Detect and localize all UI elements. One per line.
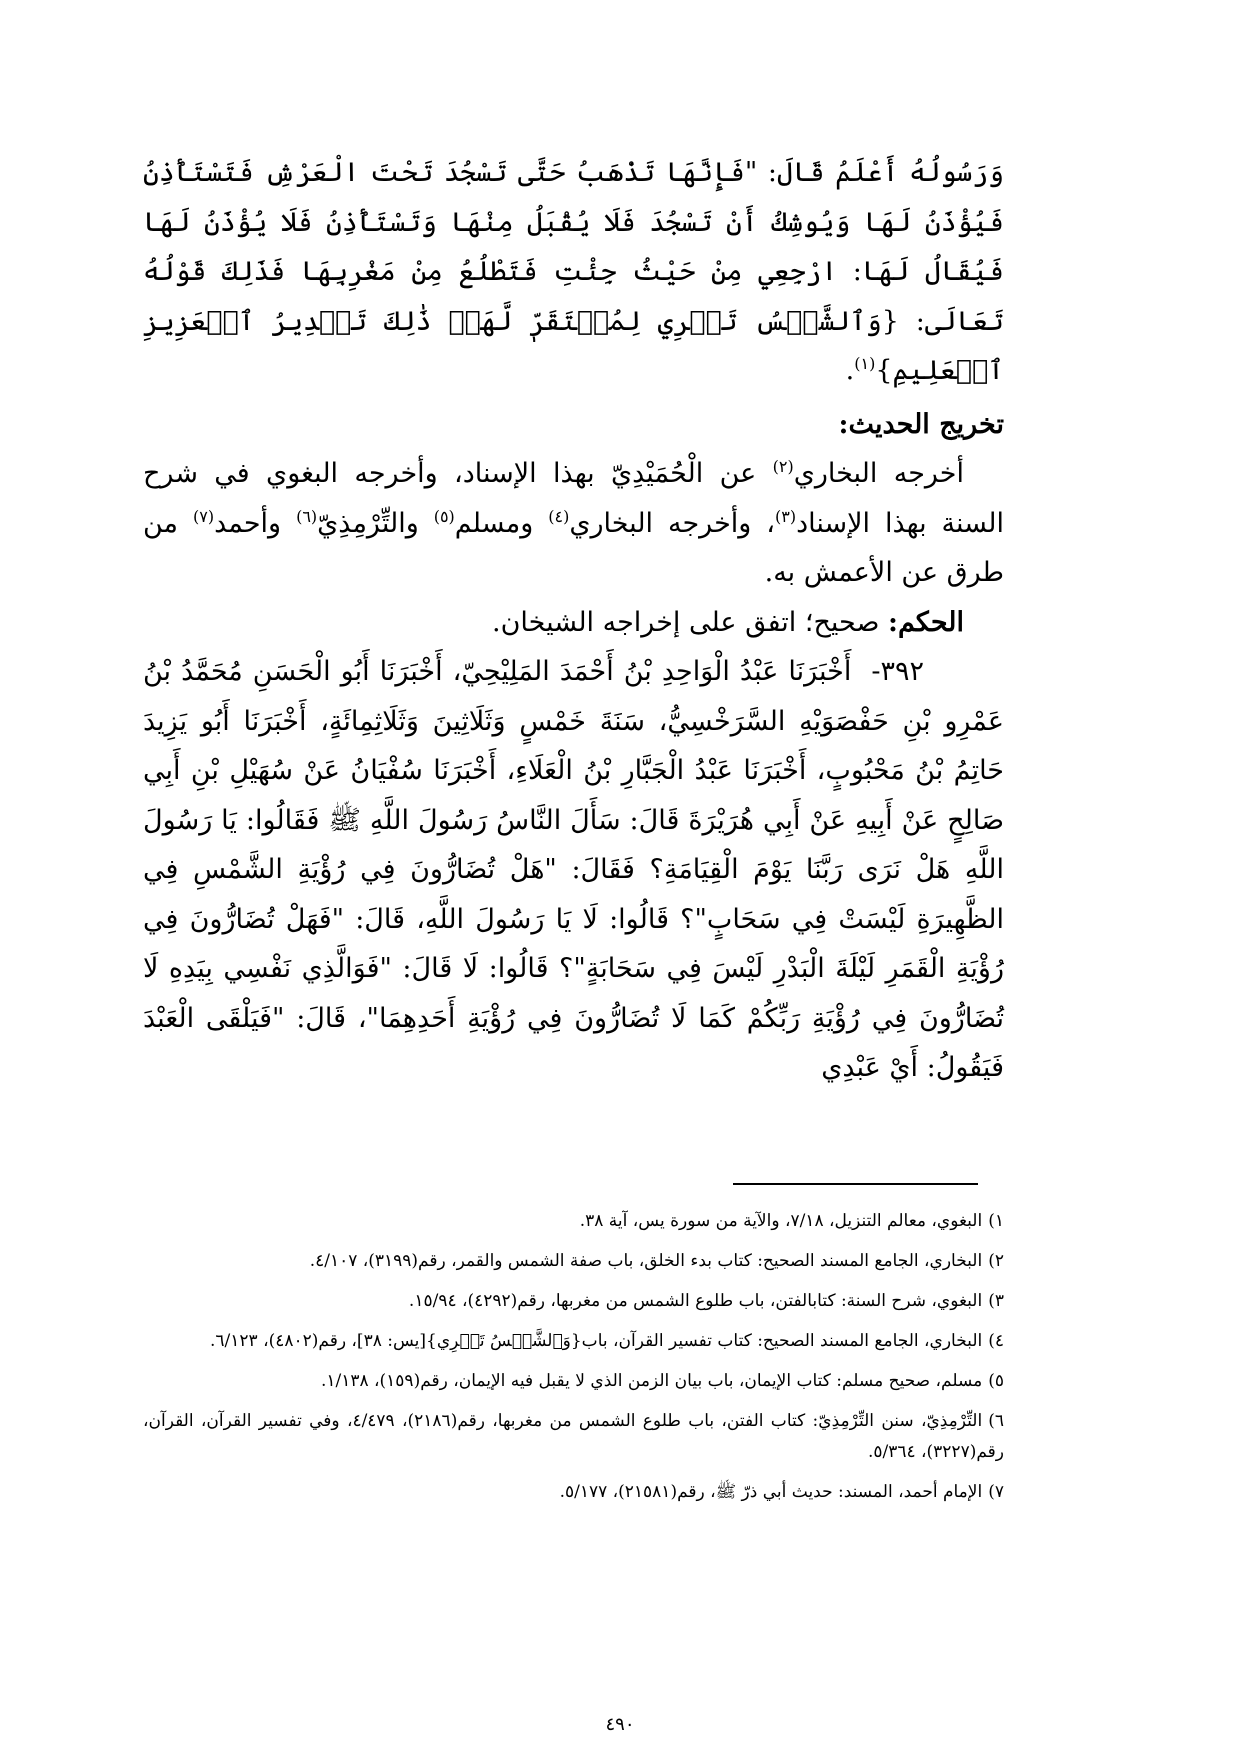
footnote-separator [733,1183,978,1185]
footnote-ref-3: (٣) [774,506,797,526]
footnote-ref-2: (٢) [772,457,794,476]
hadith-continuation-paragraph: وَرَسُولُهُ أَعْلَمُ قَالَ: "فَإِنَّهَا تَذْهَبُ حَتَّى تَسْجُدَ تَحْتَ الْعَرْشِ فَتَسْتَأْذِنُ فَيُؤْذَنُ لَهَا وَيُوشِكُ أَنْ تَسْجُدَ فَلَا يُقْبَلُ مِنْهَا وَتَسْتَأْذِنُ فَلَا يُؤْذَنُ لَهَا فَيُقَالُ لَهَا: ارْجِعِي مِنْ حَيْثُ جِئْتِ فَتَطْلُعُ مِنْ مَغْرِبِهَا فَذَلِكَ قَوْلُهُ تَعَالَى: {وَٱلشَّمۡسُ تَجۡرِي لِمُسۡتَقَرّٖ لَّهَاۚ ذَٰلِكَ تَقۡدِيرُ ٱلۡعَزِيزِ ٱلۡعَلِيمِ}$^{(١)}$. [143,157,1004,386]
footnotes [143,1206,1004,1517]
main-text [143,148,1004,1093]
ruling-label: الحكم: [887,606,964,638]
footnote-ref-4: (٤) [548,506,570,526]
page-number: ٤٩٠ [605,1714,635,1735]
footnote-6: ٦)التِّرْمِذِيّ، سنن التِّرْمِذِيّ: كتاب الفتن، باب طلوع الشمس من مغربها، رقم(٢١٨٦)، ٤/٤٧٩، وفي تفسير القرآن، القرآن، رقم(٣٢٢٧)، ٥/٣٦٤. [143,1411,1004,1462]
footnote-4: ٤)البخاري، الجامع المسند الصحيح: كتاب تفسير القرآن، باب{وَٱلشَّمۡسُ تَجۡرِي}[يس: ٣٨]، رقم(٤٨٠٢)، ٦/١٢٣. [210,1331,1004,1351]
footnote-ref-7: (٧) [192,506,215,526]
takhrij-paragraph: أخرجه البخاري$^{(٢)}$ عن الْحُمَيْدِيّ بهذا الإسناد، وأخرجه البغوي في شرح السنة بهذا الإسناد$^{(٣)}$، وأخرجه البخاري$^{(٤)}$ ومسلم$^{(٥)}$ والتِّرْمِذِيّ$^{(٦)}$ وأحمد$^{(٧)}$ من طرق عن الأعمش به. [143,457,1004,588]
footnote-1: ١)البغوي، معالم التنزيل، ٧/١٨، والآية من سورة يس، آية ٣٨. [579,1211,1004,1231]
footnote-5: ٥)مسلم، صحيح مسلم: كتاب الإيمان، باب بيان الزمن الذي لا يقبل فيه الإيمان، رقم(١٥٩)، ١/١٣٨. [320,1371,1004,1391]
footnote-ref-1: (١) [854,354,876,373]
footnote-ref-6: (٦) [296,506,318,526]
hadith-number: ٣٩٢- [871,656,924,687]
ruling-paragraph: الحكم: صحيح؛ اتفق على إخراجه الشيخان. [492,606,964,638]
footnote-2: ٢)البخاري، الجامع المسند الصحيح: كتاب بدء الخلق، باب صفة الشمس والقمر، رقم(٣١٩٩)، ٤/١٠٧. [309,1251,1004,1271]
section-heading: تخريج الحديث: [838,408,1004,440]
hadith-392-paragraph: ٣٩٢-أَخْبَرَنَا عَبْدُ الْوَاحِدِ بْنُ أَحْمَدَ المَلِيْحِيّ، أَخْبَرَنَا أَبُو الْحَسَنِ مُحَمَّدُ بْنُ عَمْرِو بْنِ حَفْصَوَيْهِ السَّرَخْسِيُّ، سَنَةَ خَمْسٍ وَثَلَاثِينَ وَثَلَاثِمِائَةٍ، أَخْبَرَنَا أَبُو يَزِيدَ حَاتِمُ بْنُ مَحْبُوبٍ، أَخْبَرَنَا عَبْدُ الْجَبَّارِ بْنُ الْعَلَاءِ، أَخْبَرَنَا سُفْيَانُ عَنْ سُهَيْلِ بْنِ أَبِي صَالِحٍ عَنْ أَبِيهِ عَنْ أَبِي هُرَيْرَةَ قَالَ: سَأَلَ النَّاسُ رَسُولَ اللَّهِ ﷺ فَقَالُوا: يَا رَسُولَ اللَّهِ هَلْ نَرَى رَبَّنَا يَوْمَ الْقِيَامَةِ؟ فَقَالَ: "هَلْ تُضَارُّونَ فِي رُؤْيَةِ الشَّمْسِ فِي الظَّهِيرَةِ لَيْسَتْ فِي سَحَابٍ"؟ قَالُوا: لَا يَا رَسُولَ اللَّهِ، قَالَ: "فَهَلْ تُضَارُّونَ فِي رُؤْيَةِ الْقَمَرِ لَيْلَةَ الْبَدْرِ لَيْسَ فِي سَحَابَةٍ"؟ قَالُوا: لَا قَالَ: "فَوَالَّذِي نَفْسِي بِيَدِهِ لَا تُضَارُّونَ فِي رُؤْيَةِ رَبِّكُمْ كَمَا لَا تُضَارُّونَ فِي رُؤْيَةِ أَحَدِهِمَا"، قَالَ: "فَيَلْقَى الْعَبْدَ فَيَقُولُ: أَيْ عَبْدِي [143,647,1004,1093]
footnote-3: ٣)البغوي، شرح السنة: كتابالفتن، باب طلوع الشمس من مغربها، رقم(٤٢٩٢)، ١٥/٩٤. [408,1291,1004,1311]
footnote-7: ٧)الإمام أحمد، المسند: حديث أبي ذرّ ﷺ، رقم(٢١٥٨١)، ٥/١٧٧. [559,1482,1004,1502]
footnote-ref-5: (٥) [433,506,455,526]
